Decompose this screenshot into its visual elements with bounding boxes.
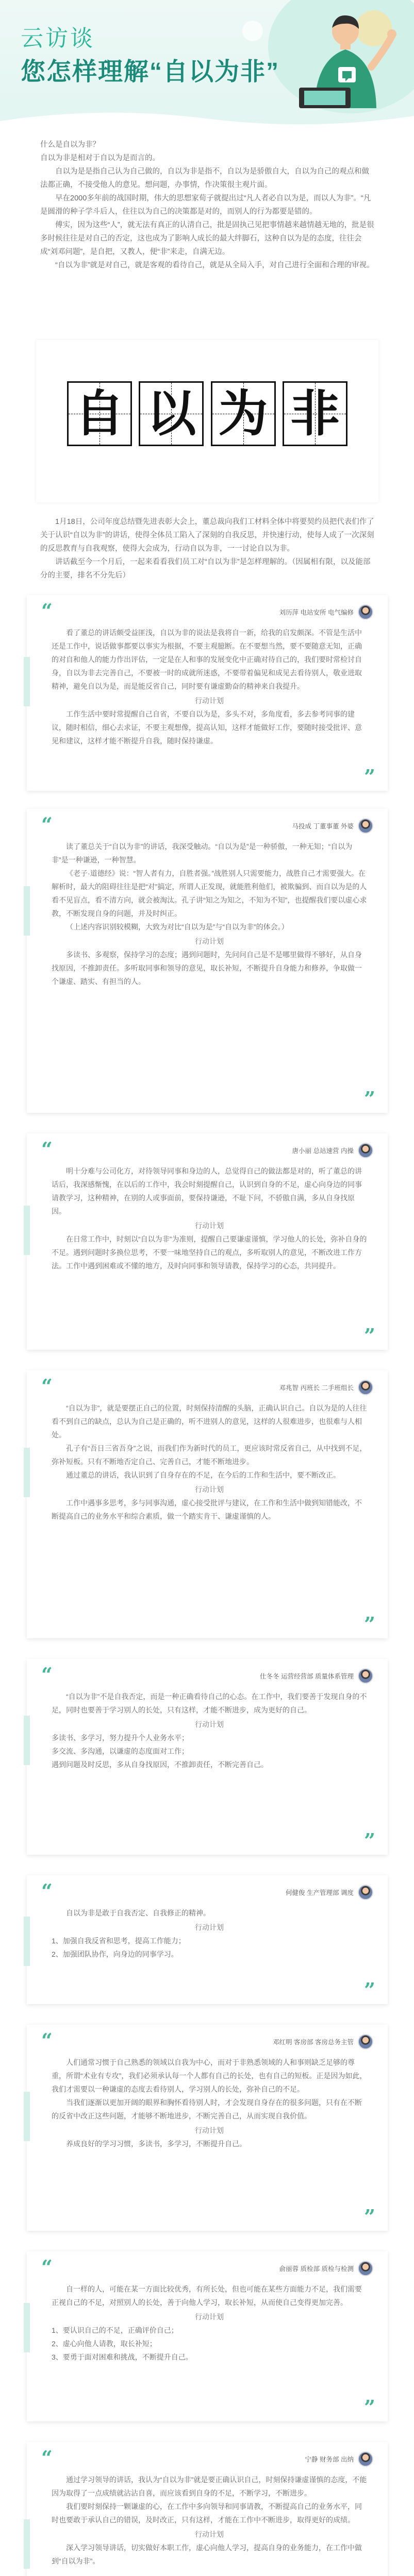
- interview-card: [27, 595, 388, 791]
- card-paragraph: 读了董总关于“自以为非”的讲话，我深受触动。“自以为是”是一种骄傲，一种无知；“自以为非”是一种谦逊，一种智慧。: [52, 842, 353, 864]
- intro-text: [40, 138, 375, 272]
- quote-close-icon: ”: [364, 1829, 375, 1852]
- interview-card: [27, 1133, 388, 1350]
- intro-paragraph: 自以为非是相对于自以为是而言的。: [40, 154, 160, 162]
- author-name: 刘历萍 电站安所 电气编修: [279, 609, 354, 616]
- interview-card: [27, 1875, 388, 2004]
- card-paragraph: 人们通常习惯于自己熟悉的领域以自我为中心，而对于非熟悉领域的人和事则缺乏足够的尊重，所谓“术业有专攻”，我们必须承认每一个人都有自己的长处，也有自己的短板。正是因为如此，我们才需要以一种谦虚的态度去看待别人，学习别人的长处，弥补自己的不足。: [52, 2058, 367, 2093]
- calligraphy-char: 非: [283, 381, 347, 446]
- interview-card: [27, 2442, 388, 2576]
- card-body: [52, 2473, 367, 2568]
- quote-close-icon: ”: [364, 1978, 375, 2002]
- avatar: [358, 2034, 373, 2049]
- action-plan-item: 2、加强团队协作，向身边的同事学习。: [52, 1950, 178, 1958]
- card-paragraph: 看了董总的讲话颇受益匪浅，自以为非的说法是我将自一新，给我的启发颇深。不管是生活中还是工作中，说话做事都要以事实为根据，不要主观臆断。在不要想当然，要不要随意无知，正确的对自和他人的能力作出评估，一定是在人和事的发展变化中正确对待自己的，我们要时常检讨自身，自以为非去完善自己，不要被一时的成就所迷惑，不要带着偏见和成见去看待别人，敬业进取精神，避免自以为是，而是能反省自己，同时要有谦虚勤奋的精神来自我提升。: [52, 629, 362, 690]
- calligraphy-image: [36, 340, 378, 502]
- interview-card: [27, 2251, 388, 2421]
- avatar: [358, 2261, 373, 2276]
- interview-card: [27, 1659, 388, 1855]
- card-paragraph: “自以为非”不是自我否定，而是一种正确看待自己的心态。在工作中，我们要善于发现自身的不足，同时也要善于学习别人的长处，只有这样，才能不断进步，成为更好的自己。: [52, 1692, 367, 1714]
- action-plan-item: 多读书、多学习，努力提升个人业务水平；: [52, 1734, 189, 1742]
- card-paragraph: 自以为非是敢于自我否定、自我修正的精神。: [66, 1909, 210, 1917]
- card-body: [52, 2282, 367, 2364]
- intro-paragraph: 傅实，因为这些“人”，就无法有真正的认清自己，批是固执己见把事情越来越情越无地的，批是很多时候往往是对自己的否定，这也成为了影响人成长的最大绊脚石，这种自以为是的态度，往往会成“刘邓问题”，是自把，又教人，便“非”来走，自满无边。: [40, 221, 374, 256]
- action-plan-title: 行动计划: [195, 2126, 224, 2134]
- action-plan-item: 3、要勇于面对困难和挑战，不断提升自己。: [52, 2353, 193, 2361]
- quote-close-icon: ”: [364, 2205, 375, 2228]
- quote-close-icon: ”: [364, 1087, 375, 1110]
- quote-open-icon: “: [41, 1138, 53, 1161]
- action-plan-item: 多交流、多沟通，以谦虚的态度面对工作；: [52, 1747, 189, 1755]
- action-plan-item: 遇到问题及时反思，多从自身找原因，不推卸责任，不断完善自己。: [52, 1760, 268, 1769]
- author-name: 邓红明 客房部 客房总务主管: [273, 2039, 354, 2046]
- action-plan-item: 工作中遇事多思考，多与同事沟通，虚心接受批评与建议，在工作和生活中做到知错能改，不断提高自己的业务水平和综合素质，做一个踏实肯干、谦虚谨慎的人。: [52, 1499, 362, 1520]
- card-paragraph: 当我们逐渐以更加开阔的眼界和胸怀看待别人时，才会发现自身存在的很多问题，只有在不断的反省中改正这些问题，才能够不断地进步，不断完善自己，从而实现自我价值。: [52, 2098, 362, 2120]
- quote-close-icon: ”: [364, 2396, 375, 2419]
- calligraphy-char: 自: [67, 381, 132, 446]
- card-body: [52, 626, 367, 748]
- author-name: 俞丽蓉 质检部 质检与检测: [279, 2265, 354, 2273]
- action-plan-item: 1、要认识自己的不足，正确评价自己；: [52, 2326, 178, 2334]
- quote-close-icon: ”: [364, 1613, 375, 1636]
- action-plan-title: 行动计划: [195, 2313, 224, 2321]
- action-plan-item: 2、虚心向他人请教，取长补短；: [52, 2340, 157, 2348]
- author-name: 何健俊 生产管理部 调度: [286, 1889, 354, 1896]
- author-info: [279, 1380, 373, 1395]
- card-paragraph: 明十分难与公司化方，对待领导同事和身边的人，总觉得自己的做法都是对的，听了董总的讲话后，我深感惭愧，在以后的工作中，我会时刻提醒自己，认识到自身的不足，虚心向身边的同事请教学习，这种精神，在别的人或事面前，要保持谦逊，不耻下问，不骄傲自满，多从自身找原因。: [52, 1167, 362, 1215]
- avatar: [358, 604, 373, 620]
- intro2-paragraph: 讲话截至今一个月后，一起来看看我们员工对“自以为非”是怎样理解的。（因属相有限，以及能部分的主要，排名不分先后）: [40, 558, 371, 580]
- interview-card: [27, 2025, 388, 2231]
- action-plan-title: 行动计划: [195, 697, 224, 705]
- intro-paragraph: “自以为非”就是对自己，就是客观的看待自己，就是从全局入手，对自己进行全面和合理的审视。: [55, 261, 374, 269]
- card-body: [52, 1690, 367, 1771]
- interview-card: [27, 1370, 388, 1638]
- card-body: [52, 840, 367, 988]
- action-plan-title: 行动计划: [195, 1720, 224, 1728]
- quote-open-icon: “: [41, 599, 53, 622]
- avatar: [358, 1885, 373, 1900]
- author-info: [260, 1668, 373, 1684]
- action-plan-item: 养成良好的学习习惯，多读书，多学习，不断提升自己。: [66, 2140, 246, 2148]
- quote-open-icon: “: [41, 1663, 53, 1686]
- author-info: [292, 1143, 373, 1158]
- card-paragraph: 通过学习领导的讲话，我认为“自以为非”就是要正确认识自己，时刻保持谦虚谨慎的态度，不能因为取得了一点成绩就沾沾自喜，而应该看到自身的不足，不断学习，不断进步。: [52, 2476, 367, 2497]
- calligraphy-characters: [67, 381, 347, 459]
- action-plan-title: 行动计划: [195, 1222, 224, 1230]
- card-paragraph: （上述内容识别较模糊，大致为对比“自以为是”与“自以为非”的体会。）: [66, 923, 289, 931]
- action-plan-title: 行动计划: [195, 1485, 224, 1494]
- card-paragraph: 我们要时刻保持一颗谦虚的心，在工作中多向领导和同事请教，不断提高自己的业务水平，同时也要敢于承认自己的错误，及时改正，只有这样，才能在工作中不断进步，取得更好的成绩。: [52, 2502, 362, 2524]
- author-info: [279, 604, 373, 620]
- quote-open-icon: “: [41, 1879, 53, 1903]
- action-plan-item: 在日常工作中，时刻以“自以为非”为准则，提醒自己要谦虚谨慎，学习他人的长处，弥补自身的不足。遇到问题时多换位思考，不要一味地坚持自己的观点，多听取别人的意见，不断改进工作方法。工作中遇到困难或不懂的地方，及时向同事和领导请教，保持学习的心态，共同提升。: [52, 1235, 367, 1270]
- author-name: 仕冬冬 运营经营部 质量体系管理: [260, 1673, 354, 1680]
- quote-open-icon: “: [41, 813, 53, 836]
- avatar: [358, 1143, 373, 1158]
- calligraphy-char: 以: [139, 381, 204, 446]
- hero-wave: [0, 106, 414, 129]
- avatar: [358, 818, 373, 834]
- intro-paragraph: 什么是自以为非？: [40, 141, 100, 149]
- quote-open-icon: “: [41, 2256, 53, 2279]
- card-paragraph: 自一样的人，可能在某一方面比较优秀，有所长处，但也可能在某些方面能力不足，我们需要正视自己的不足，对照别人的长处，善于向他人学习，取长补短，从而使自己变得更加完善。: [52, 2285, 362, 2307]
- action-plan-item: 多读书、多观察，保持学习的态度；遇到问题时，先问问自己是不是哪里做得不够好，从自身找原因，不推卸责任。多听取同事和领导的意见，取长补短，不断提升自身能力和修养，争取做一个谦虚、踏实、有担当的人。: [52, 951, 362, 986]
- author-name: 唐小丽 总站速营 内操: [292, 1147, 354, 1155]
- card-paragraph: 通过董总的讲话，我认识到了自身存在的不足，在今后的工作和生活中，要不断改正。: [66, 1471, 340, 1479]
- card-body: [52, 1164, 367, 1273]
- author-info: [286, 1885, 373, 1900]
- interview-card: [27, 809, 388, 1113]
- hero-title-line2: 您怎样理解“自以为非”: [21, 58, 280, 86]
- action-plan-item: 1、加强自我反省和思考，提高工作能力；: [52, 1937, 186, 1945]
- intro-paragraph: 自以为是是指自己认为自己做的，自以为非是指不，自以为是骄傲自大，自以为自己的观点和做法都正确，不接受他人的意见。想问题，办事情，作决策很主观片面。: [40, 167, 369, 189]
- intro2-paragraph: 1月18日，公司年度总结暨先进表彰大会上，董总裁向我们工材料全体中将要契约员把代表们作了关于认识“自以为非”的讲话，使得全体员工陷入了深刻的自我反思，并快速行动，使每人成了一次深刻的反思教育与自我观察，使得大会成为，行动自以为非，一一讨论自以为非。: [40, 518, 374, 553]
- action-plan-title: 行动计划: [195, 937, 224, 945]
- hero-banner: [0, 0, 414, 129]
- cloud-decoration: [242, 21, 263, 41]
- quote-close-icon: ”: [364, 1324, 375, 1347]
- calligraphy-char: 为: [211, 381, 276, 446]
- author-name: 宁静 财务部 出纳: [305, 2456, 354, 2463]
- card-paragraph: “自以为非”，就是要摆正自己的位置，时刻保持清醒的头脑，正确认识自己。自以为是的人往往看不到自己的缺点，总认为自己是正确的，听不进别人的意见，这样的人很难进步，也很难与人相处。: [52, 1404, 367, 1439]
- author-name: 马投成 丁董事董 外婆: [292, 823, 354, 830]
- intro-paragraph: 早在2000多年前的战国时期，伟大的思想家荀子就提出过“凡人者必自以为是，而以人为非”。“凡是圆滑的种子学斗后人，住往以为自己的决策都是对的，而别人的行为都要是错的。: [40, 194, 371, 216]
- card-paragraph: 孔子有“吾日三省吾身”之说，而我们作为新时代的员工，更应该时常反省自己，从中找到不足，弥补短板。只有不断地否定自己、完善自己，才能不断地进步。: [52, 1444, 367, 1466]
- author-name: 邓兆智 丙班长 二手班组长: [279, 1384, 354, 1392]
- quote-open-icon: “: [41, 1375, 53, 1398]
- card-body: [52, 2056, 367, 2150]
- author-info: [279, 2261, 373, 2276]
- action-plan-item: 深入学习领导讲话，切实做好本职工作，虚心向他人学习，提高自身的业务能力，在工作中做到“自以为非”。: [52, 2544, 362, 2565]
- card-paragraph: 《老子·道德经》说：“智人者有力，自胜者强。”战胜别人只需要能力，战胜自己才需要强大。在解析时，最大的阻碍往往是把“对”搞定，所谓人正发现，就能胜利他们，被欺骗到、而自以为是的人看不见盲点，看不清方向，就会被淘汰。孔子讲“知之为知之，不知为不知”，也提醒我们要以虚心求教，不断发现自身的问题，并及时纠正。: [52, 869, 367, 918]
- action-plan-title: 行动计划: [195, 1923, 224, 1931]
- quote-open-icon: “: [41, 2029, 53, 2052]
- hero-title-line1: 云访谈: [21, 26, 95, 51]
- avatar: [358, 2451, 373, 2467]
- author-info: [273, 2034, 373, 2049]
- person-illustration: [289, 10, 402, 113]
- quote-open-icon: “: [41, 2446, 53, 2469]
- author-info: [292, 818, 373, 834]
- card-body: [52, 1906, 367, 1961]
- author-info: [305, 2451, 373, 2467]
- action-plan-title: 行动计划: [195, 2530, 224, 2538]
- quote-close-icon: ”: [364, 765, 375, 788]
- action-plan-item: 工作生活中要时常提醒自己自省，不要自以为是，多头不对，多角度看，多去参考同事的建议，随时相信，细心去求证，不要主观想像，提高认知，这样才能做好工作，要随时接受批评、意见和建议，这样才能不断提升自我，随时保持谦虚。: [52, 710, 362, 745]
- avatar: [358, 1380, 373, 1395]
- card-body: [52, 1401, 367, 1523]
- avatar: [358, 1668, 373, 1684]
- intro-context-text: [40, 515, 375, 582]
